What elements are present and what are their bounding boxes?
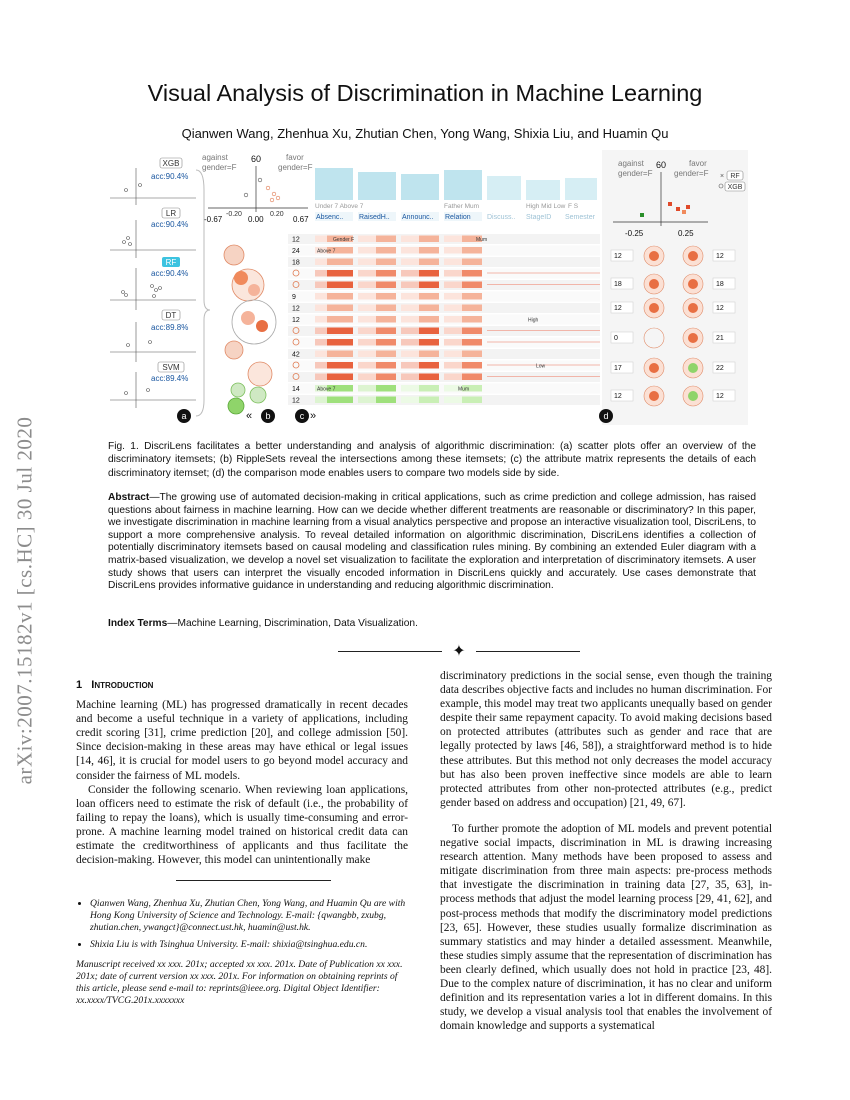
row-count: 12 [292, 236, 300, 244]
cmp-right-core [688, 303, 698, 313]
svg-text:×: × [720, 173, 725, 180]
matrix-cell-range [444, 282, 462, 289]
model-name: DT [165, 311, 177, 320]
row-count: 12 [292, 317, 300, 324]
attr-subheader: F S [568, 203, 579, 210]
cmp-left-count: 12 [614, 305, 622, 312]
cmp-top-tick: 60 [655, 160, 667, 170]
teaser-figure [108, 150, 758, 428]
abstract [108, 492, 756, 593]
cmp-left-core [649, 279, 659, 289]
attr-header: Semester [565, 214, 595, 221]
matrix-cell-range [315, 328, 327, 335]
matrix-cell-range [401, 282, 419, 289]
matrix-cell-range [401, 259, 419, 266]
cmp-model-xgb: XGB [727, 184, 743, 191]
matrix-cell-range [444, 316, 462, 323]
model-scatter-panel [110, 158, 196, 423]
matrix-cell-range [315, 305, 327, 312]
cell-label: Above 7 [317, 386, 336, 393]
matrix-cell-range [401, 339, 419, 346]
row-count: 14 [292, 386, 300, 393]
tick-020: 0.20 [270, 211, 284, 218]
cmp-right-core [688, 333, 698, 343]
cmp-right-core [688, 279, 698, 289]
attr-subheader: High Mid Low [526, 203, 566, 210]
attr-subheader: Father Mum [444, 203, 480, 210]
matrix-cell-range [401, 236, 419, 243]
model-acc: acc:89.8% [151, 323, 189, 332]
cmp-right-count: 12 [716, 393, 724, 400]
attribute-matrix [288, 234, 600, 405]
cmp-left-core [649, 251, 659, 261]
matrix-cell-range [315, 236, 327, 243]
marker-b-label: b [265, 411, 271, 421]
model-xgb [110, 158, 196, 205]
cmp-left-count: 0 [614, 335, 618, 342]
footnote-rule [176, 880, 331, 881]
cmp-left-core [649, 303, 659, 313]
matrix-cell-range [444, 351, 462, 358]
cmp-favor: favor [689, 159, 707, 168]
paper-authors: Qianwen Wang, Zhenhua Xu, Zhutian Chen, Yong Wang, Shixia Liu, and Huamin Qu [181, 126, 669, 141]
matrix-cell-range [358, 362, 376, 369]
cmp-left-count: 17 [614, 365, 622, 372]
abstract-text: —The growing use of automated decision-making in critical applications, such as crime prediction and college admission, has raised questions about fairness in machine learning. How can we decide whether different treatments are reasonable or discriminatory? In this paper, we investigate discrimination in machine learning from a visual analytics perspective and propose an interactive visualization tool, DiscriLens, to support a more comprehensive analysis. To reveal detailed information on algorithmic discrimination, DiscriLens identifies a collection of potentially discriminatory itemsets based on causal modeling and classification rules mining. By combining an extended Euler diagram with a matrix-based visualization, we develop a novel set visualization to facilitate the exploration and interpretation of discriminatory itemsets. A user study shows that users can interpret the visually encoded information in DiscriLens quickly and accurately. Use cases demonstrate that DiscriLens provides informative guidance in understanding and reducing algorithmic discrimination. [108, 492, 756, 592]
matrix-cell-range [444, 247, 462, 254]
collapse-arrows: « [246, 410, 253, 422]
attribute-histograms [315, 168, 597, 221]
model-acc: acc:89.4% [151, 374, 189, 383]
matrix-cell-range [358, 316, 376, 323]
matrix-cell-range [444, 270, 462, 277]
figure-caption: Fig. 1. DiscriLens facilitates a better understanding and analysis of algorithmic discrimination: (a) scatter plots offer an overview of the discriminatory itemsets; (b) RippleSets reveal the intersections among these itemsets; (c) the attribute matrix represents the details of each discriminatory itemset; (d) the comparison mode enables users to compare two models side by side. [108, 441, 756, 479]
matrix-cell-range [358, 236, 376, 243]
matrix-cell-range [401, 385, 419, 392]
ripplesets [224, 245, 276, 414]
matrix-cell-range [444, 339, 462, 346]
cmp-right-count: 21 [716, 335, 724, 342]
cmp-left-core [649, 391, 659, 401]
cmp-left-core [649, 363, 659, 373]
matrix-cell-range [315, 282, 327, 289]
matrix-cell-range [358, 247, 376, 254]
matrix-cell-range [315, 374, 327, 381]
tick-neg067: -0.67 [204, 215, 223, 224]
model-acc: acc:90.4% [151, 220, 189, 229]
attr-header: Discuss.. [487, 214, 516, 221]
cmp-right-core [688, 391, 698, 401]
tick-000: 0.00 [248, 215, 264, 224]
matrix-cell-range [358, 305, 376, 312]
divider-glyph: ✦ [452, 643, 466, 660]
paragraph: To further promote the adoption of ML models and prevent potential negative social impacts, discrimination in ML is drawing increasing research attention. Many methods have been proposed to assess and mitigate discrimination from three main aspects: pre-process methods that investigate the discrimination in training data [27, 35, 63], in-process methods that adjust the model learning process [29, 41, 62], and post-process methods that modify the discriminatory model predictions [23, 65]. However, these studies usually formalize discrimination as summary statistics and may hinder a detailed assessment. Meanwhile, these studies simply assume that the representation of discrimination has been clearly defined, which usually does not hold in practice [23, 48]. Due to the complex nature of discrimination, it has no clear and uniform definition and its representation varies a lot in different domains. In this study, we develop a visual analysis tool that enables the involvement of domain knowledge and supports a systematical [440, 822, 772, 1033]
matrix-cell-range [358, 282, 376, 289]
attr-header: StageID [526, 214, 552, 221]
favor-label: favor [286, 153, 304, 162]
cmp-right-count: 18 [716, 281, 724, 288]
matrix-cell-range [315, 259, 327, 266]
index-terms-label: Index Terms [108, 618, 168, 629]
cmp-tick-neg025: -0.25 [625, 229, 644, 238]
model-svm [110, 362, 196, 408]
cmp-left-count: 18 [614, 281, 622, 288]
cmp-right-count: 12 [716, 305, 724, 312]
model-name: LR [165, 209, 177, 218]
matrix-cell-range [401, 270, 419, 277]
matrix-cell-range [358, 397, 376, 404]
matrix-cell-range [315, 351, 327, 358]
abstract-label: Abstract [108, 492, 150, 503]
matrix-cell-range [315, 293, 327, 300]
against-gender-label: gender=F [202, 163, 237, 172]
matrix-cell-range [401, 305, 419, 312]
matrix-cell-range [401, 293, 419, 300]
section-number: 1 [76, 679, 83, 691]
paragraph: Machine learning (ML) has progressed dramatically in recent decades and become a useful technique in a variety of applications, including credit scoring [31], crime prediction [20], and college admission [50]. Since decision-making in these areas may have ethical or legal issues [14, 46], it is crucial for model users to go beyond model accuracy and consider the fairness of ML models. [76, 699, 408, 782]
arxiv-stamp: arXiv:2007.15182v1 [cs.HC] 30 Jul 2020 [12, 416, 37, 785]
matrix-cell-range [444, 293, 462, 300]
attr-header: Absenc.. [316, 214, 344, 221]
matrix-cell-range [444, 362, 462, 369]
matrix-cell-range [444, 397, 462, 404]
against-label: against [202, 153, 228, 162]
matrix-cell-range [444, 259, 462, 266]
axis-top-tick: 60 [250, 154, 262, 164]
matrix-cell-range [358, 385, 376, 392]
cell-label: Low [536, 363, 546, 370]
matrix-cell-range [358, 293, 376, 300]
index-terms-text: —Machine Learning, Discrimination, Data Visualization. [167, 618, 418, 629]
favor-gender-label: gender=F [278, 163, 313, 172]
marker-a-label: a [181, 411, 187, 421]
marker-d-label: d [603, 411, 609, 421]
attr-header: Relation [445, 214, 471, 221]
discrimination-scatter [202, 153, 313, 224]
model-rf [110, 257, 196, 310]
cmp-against-gender: gender=F [618, 169, 653, 178]
paper-title: Visual Analysis of Discrimination in Machine Learning [147, 80, 703, 106]
model-dt [110, 310, 196, 362]
matrix-cell-range [315, 316, 327, 323]
matrix-cell-range [444, 236, 462, 243]
cmp-right-core [688, 251, 698, 261]
matrix-cell-range [401, 316, 419, 323]
attr-subheader: Under 7 Above 7 [315, 203, 364, 210]
matrix-cell-range [315, 339, 327, 346]
section-heading [76, 678, 408, 692]
matrix-cell-range [401, 247, 419, 254]
matrix-cell-range [401, 351, 419, 358]
row-count: 24 [292, 248, 300, 255]
marker-c-label: c [299, 411, 305, 421]
matrix-cell-range [401, 328, 419, 335]
matrix-cell-range [358, 328, 376, 335]
cell-label: Mum [476, 237, 488, 243]
paragraph: discriminatory predictions in the social sense, even though the training data describes objective facts and includes no human discrimination. For example, this model may treat two applicants unequally based on gender despite their same repayment capacity. To avoid making decisions based on protected attributes (attributes such as gender and race that are legally protected by laws [46, 58]), a straightforward method is to hide these attributes. But this method not only decreases the model accuracy but has also been proven ineffective since models are able to learn protected attributes from other non-protected attributes (e.g., predict gender based on address and occupation) [21, 49, 67]. [440, 670, 772, 809]
cmp-favor-gender: gender=F [674, 169, 709, 178]
cmp-tick-025: 0.25 [678, 229, 694, 238]
model-name: SVM [162, 363, 180, 372]
cell-label: Above 7 [317, 248, 336, 255]
row-count: 12 [292, 305, 300, 313]
matrix-cell-range [358, 374, 376, 381]
tick-neg020: -0.20 [226, 211, 242, 218]
cmp-right-count: 22 [716, 365, 724, 372]
expand-arrows: » [310, 410, 317, 422]
row-count: 12 [292, 397, 300, 405]
body-column-left [76, 678, 408, 867]
paragraph: Consider the following scenario. When reviewing loan applications, loan officers need to estimate the risk of default (i.e., the probability of failing to repay the loans), which is usually time-consuming and error-prone. A machine learning model trained on historical credit data can estimate the creditworthiness of applicants and thus facilitate the decision-making. However, this model can unintentionally make [76, 783, 408, 867]
row-count: 42 [292, 351, 300, 359]
section-title: Introduction [91, 679, 154, 691]
model-name: RF [165, 258, 177, 267]
matrix-cell-range [358, 270, 376, 277]
attr-header: RaisedH.. [359, 214, 390, 221]
model-acc: acc:90.4% [151, 269, 189, 278]
matrix-cell-range [444, 328, 462, 335]
cmp-against: against [618, 159, 644, 168]
tick-067: 0.67 [293, 215, 309, 224]
index-terms [108, 618, 756, 629]
cmp-left-count: 12 [614, 393, 622, 400]
cmp-right-count: 12 [716, 253, 724, 260]
body-column-right [440, 669, 772, 1033]
matrix-cell-range [401, 397, 419, 404]
matrix-cell-range [444, 374, 462, 381]
row-count: 18 [292, 259, 300, 267]
matrix-cell-range [358, 339, 376, 346]
matrix-cell-range [315, 362, 327, 369]
attr-header: Announc.. [402, 214, 434, 221]
matrix-cell-range [358, 351, 376, 358]
cell-label: Mum [458, 386, 470, 393]
comparison-panel [599, 150, 748, 425]
cmp-left-count: 12 [614, 253, 622, 260]
matrix-cell-range [315, 397, 327, 404]
manuscript-note: Manuscript received xx xxx. 201x; accepted xx xxx. 201x. Date of Publication xx xxx. 201x; date of current version xx xxx. 201x. For information on obtaining reprints of this article, please send e-mail to: reprints@ieee.org. Digital Object Identifier: xx.xxxx/TVCG.201x.xxxxxxx [76, 958, 403, 1007]
model-acc: acc:90.4% [151, 172, 189, 181]
matrix-cell-range [401, 374, 419, 381]
footnote: • Qianwen Wang, Zhenhua Xu, Zhutian Chen, Yong Wang, and Huamin Qu are with Hong Kong University of Science and Technology. E-mail: {qwangbb, zxubg, zhutian.chen, ywangct}@connect.ust.hk, huamin@ust.hk. [90, 898, 408, 935]
model-name: XGB [162, 159, 180, 168]
matrix-cell-range [401, 362, 419, 369]
cell-label: High [528, 317, 539, 324]
section-divider [338, 644, 580, 658]
cmp-model-rf: RF [730, 173, 740, 180]
footnotes [76, 898, 408, 1008]
matrix-cell-range [315, 270, 327, 277]
cell-label: Gender F [333, 237, 355, 243]
matrix-cell-range [358, 259, 376, 266]
matrix-cell-range [444, 305, 462, 312]
model-lr [110, 208, 196, 258]
row-count: 9 [292, 294, 296, 301]
footnote: • Shixia Liu is with Tsinghua University. E-mail: shixia@tsinghua.edu.cn. [90, 939, 408, 951]
cmp-right-core [688, 363, 698, 373]
